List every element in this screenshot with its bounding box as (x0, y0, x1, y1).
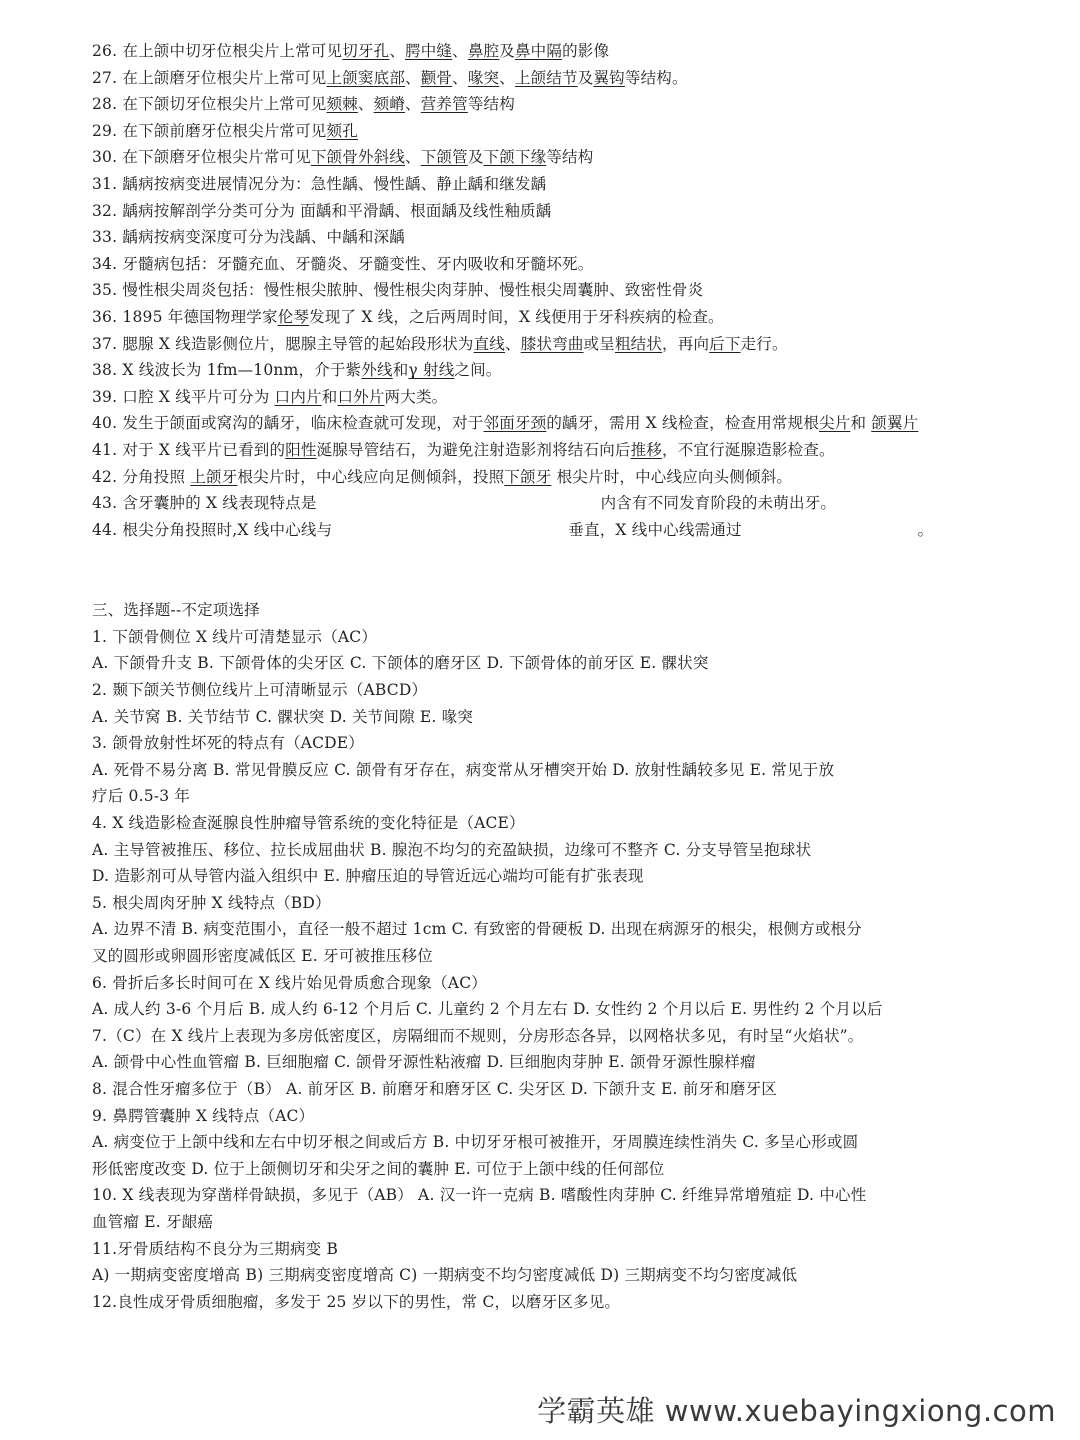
choice-line: A. 主导管被推压、移位、拉长成屈曲状 B. 腺泡不均匀的充盈缺损，边缘可不整齐 C. 分支导管呈抱球状 (92, 840, 812, 859)
question-text: 龋病按病变进展情况分为：急性龋、慢性龋、静止龋和继发龋 (122, 174, 547, 193)
choice-line: 9. 鼻腭管囊肿 X 线特点（AC） (92, 1106, 315, 1125)
question-text: 涎腺导管结石，为避免注射造影剂将结石向后 (316, 440, 631, 459)
question-text: 的龋牙，需用 X 线检查，检查用常规根 (546, 414, 820, 433)
question-text: 或呈 (583, 334, 615, 353)
document-page (92, 38, 997, 1315)
question-number: 39. (92, 387, 118, 406)
question-text: 口腔 X 线平片可分为 (122, 387, 275, 406)
question-text: ，再向 (662, 334, 710, 353)
answer-text: 喙突 (467, 68, 500, 87)
answer-text: 口外片 (337, 387, 385, 406)
question-number: 30. (92, 148, 118, 167)
question-text: 、 (499, 68, 515, 87)
question-number: 42. (92, 467, 118, 486)
question-number: 34. (92, 254, 118, 273)
question-number: 26. (92, 42, 118, 60)
answer-text: 颏孔 (326, 121, 358, 140)
question-text: 的影像 (562, 42, 610, 60)
answer-text: 外线 (361, 361, 393, 380)
answer-text: 颏嵴 (373, 95, 406, 114)
answer-text: 颧骨 (420, 68, 453, 87)
question-text: 、 (357, 95, 374, 114)
question-text: 在下颌切牙位根尖片上常可见 (122, 95, 327, 114)
question-number: 38. (92, 361, 118, 380)
question-text: 1895 年德国物理学家 (122, 307, 278, 326)
question-text: 等结构。 (624, 68, 688, 87)
choice-line: 10. X 线表现为穿凿样骨缺损，多见于（AB） A. 汉一许一克病 B. 嗜酸性肉芽肿 C. 纤维异常增殖症 D. 中心性 (92, 1186, 867, 1205)
question-text: 、 (505, 334, 521, 353)
question-number: 31. (92, 174, 118, 193)
answer-text: 鼻腔 (467, 42, 500, 60)
question-text: 及 (499, 42, 515, 60)
answer-text: 颌翼片 (871, 414, 919, 433)
answer-text: 上颌结节 (514, 68, 578, 87)
answer-text: 下颌管 (420, 148, 468, 167)
choice-line: 2. 颞下颌关节侧位线片上可清晰显示（ABCD） (92, 681, 428, 700)
choice-line: 12.良性成牙骨质细胞瘤，多发于 25 岁以下的男性，常 C，以磨牙区多见。 (92, 1292, 621, 1311)
question-number: 27. (92, 68, 118, 87)
question-text: 等结构 (467, 95, 515, 114)
fill-question (92, 251, 997, 278)
question-text: 、 (389, 42, 406, 60)
section-title: 三、选择题--不定项选择 (92, 601, 260, 620)
question-number: 44. (92, 520, 118, 539)
fill-question (92, 118, 997, 145)
question-text: 根尖片时，中心线应向头侧倾斜。 (551, 467, 793, 486)
fill-question (92, 171, 997, 198)
answer-text: 上颌牙 (190, 467, 238, 486)
choice-line: A. 下颌骨升支 B. 下颌骨体的尖牙区 C. 下颌体的磨牙区 D. 下颌骨体的前牙区 E. 髁状突 (92, 654, 709, 673)
fill-question (92, 331, 997, 358)
question-text: 龋病按病变深度可分为浅龋、中龋和深龋 (122, 228, 406, 247)
fill-question (92, 384, 997, 411)
fill-question (92, 357, 997, 384)
question-number: 29. (92, 121, 118, 140)
answer-text: 伦琴 (277, 307, 310, 326)
question-text: ，不宜行涎腺造影检查。 (662, 440, 835, 459)
question-text: 根尖片时，中心线应向足侧倾斜，投照 (237, 467, 505, 486)
choice-line: A. 关节窝 B. 关节结节 C. 髁状突 D. 关节间隙 E. 喙突 (92, 707, 474, 726)
choice-line: 5. 根尖周肉牙肿 X 线特点（BD） (92, 893, 331, 912)
question-text: 垂直，X 线中心线需通过 (568, 520, 742, 539)
question-text: 在上颌磨牙位根尖片上常可见 (122, 68, 327, 87)
answer-text: 切牙孔 (342, 42, 390, 60)
fill-question (92, 144, 997, 171)
question-text: 龋病按解剖学分类可分为 面龋和平滑龋、根面龋及线性釉质龋 (122, 201, 552, 220)
question-text: 在下颌前磨牙位根尖片常可见 (122, 121, 327, 140)
question-text: 和 (321, 387, 338, 406)
choice-line: A. 病变位于上颌中线和左右中切牙根之间或后方 B. 中切牙牙根可被推开，牙周膜连续性消失 C. 多呈心形或圆 (92, 1133, 859, 1152)
question-text: 之间。 (454, 361, 502, 380)
fill-question (92, 464, 997, 491)
answer-text: 下颌牙 (504, 467, 552, 486)
answer-text: 腭中缝 (405, 42, 453, 60)
answer-text: 颏棘 (326, 95, 358, 114)
question-text: 在上颌中切牙位根尖片上常可见 (122, 42, 343, 60)
section-spacer (92, 543, 997, 597)
question-text: 。 (917, 520, 934, 539)
choice-line: 叉的圆形或卵圆形密度减低区 E. 牙可被推压移位 (92, 947, 433, 965)
question-text: 根尖分角投照时,X 线中心线与 (122, 520, 333, 539)
answer-text: 后下 (709, 334, 741, 353)
choice-line: 8. 混合性牙瘤多位于（B） A. 前牙区 B. 前磨牙和磨牙区 C. 尖牙区 D. 下颌升支 E. 前牙和磨牙区 (92, 1079, 777, 1098)
watermark-footer: 学霸英雄 www.xuebayingxiong.com (537, 1394, 1056, 1428)
choice-line: A. 死骨不易分离 B. 常见骨膜反应 C. 颌骨有牙存在，病变常从牙槽突开始 D. 放射性龋较多见 E. 常见于放 (92, 760, 835, 779)
fill-in-blank-section (92, 38, 997, 543)
answer-text: 翼钩 (593, 68, 625, 87)
question-text: 及 (577, 68, 594, 87)
question-text: 内含有不同发育阶段的未萌出牙。 (600, 494, 837, 513)
choice-line: D. 造影剂可从导管内溢入组织中 E. 肿瘤压迫的导管近远心端均可能有扩张表现 (92, 867, 644, 886)
answer-text: 直线 (473, 334, 506, 353)
fill-question (92, 517, 997, 544)
question-text: 、 (405, 95, 421, 114)
answer-text: 下颌下缘 (483, 148, 547, 167)
fill-question (92, 490, 997, 517)
question-text: 发生于颌面或窝沟的龋牙，临床检查就可发现，对于 (122, 414, 484, 433)
answer-text: 口内片 (274, 387, 322, 406)
fill-question (92, 410, 997, 437)
question-number: 35. (92, 281, 118, 300)
choice-line: 6. 骨折后多长时间可在 X 线片始见骨质愈合现象（AC） (92, 973, 487, 992)
question-text: 牙髓病包括：牙髓充血、牙髓炎、牙髓变性、牙内吸收和牙髓坏死。 (122, 254, 594, 273)
answer-text: 阳性 (285, 440, 317, 459)
choice-line: 疗后 0.5-3 年 (92, 787, 191, 806)
choice-line: 11.牙骨质结构不良分为三期病变 B (92, 1239, 339, 1258)
question-number: 41. (92, 440, 118, 459)
question-text: X 线波长为 1fm—10nm，介于紫 (122, 361, 362, 380)
answer-text: 营养管 (420, 95, 468, 114)
question-text: 含牙囊肿的 X 线表现特点是 (122, 494, 317, 513)
fill-question (92, 277, 997, 304)
question-text: 对于 X 线平片已看到的 (122, 440, 286, 459)
question-text: 腮腺 X 线造影侧位片，腮腺主导管的起始段形状为 (122, 334, 474, 353)
question-text: 、 (452, 68, 468, 87)
choice-line: A. 成人约 3-6 个月后 B. 成人约 6-12 个月后 C. 儿童约 2 个月左右 D. 女性约 2 个月以后 E. 男性约 2 个月以后 (92, 1000, 883, 1019)
answer-text: 上颌窦底部 (326, 68, 406, 87)
answer-text: 膝状弯曲 (520, 334, 584, 353)
question-number: 40. (92, 414, 118, 433)
question-number: 33. (92, 228, 118, 247)
question-number: 36. (92, 307, 118, 326)
choice-line: 1. 下颌骨侧位 X 线片可清楚显示（AC） (92, 627, 378, 646)
choice-line: 7.（C）在 X 线片上表现为多房低密度区，房隔细而不规则，分房形态各异，以网格状多见，有时呈“火焰状”。 (92, 1026, 864, 1045)
question-text: 和 (392, 361, 409, 380)
question-text: 在下颌磨牙位根尖片常可见 (122, 148, 311, 167)
choice-line: A. 边界不清 B. 病变范围小，直径一般不超过 1cm C. 有致密的骨硬板 D. 出现在病源牙的根尖，根侧方或根分 (92, 920, 862, 939)
choice-line: 血管瘤 E. 牙龈癌 (92, 1212, 214, 1231)
question-text: 等结构 (546, 148, 594, 167)
fill-question (92, 198, 997, 225)
answer-text: 邻面牙颈 (483, 414, 547, 433)
choice-line: A. 颌骨中心性血管瘤 B. 巨细胞瘤 C. 颌骨牙源性粘液瘤 D. 巨细胞肉芽肿 E. 颌骨牙源性腺样瘤 (92, 1053, 756, 1072)
multiple-choice-section (92, 624, 997, 1315)
question-text: 、 (405, 148, 421, 167)
question-text: 分角投照 (122, 467, 191, 486)
choice-line: 4. X 线造影检查涎腺良性肿瘤导管系统的变化特征是（ACE） (92, 814, 525, 833)
question-text: 及 (467, 148, 484, 167)
fill-question (92, 38, 997, 65)
fill-question (92, 65, 997, 92)
fill-question (92, 304, 997, 331)
fill-question (92, 437, 997, 464)
question-text: 慢性根尖周炎包括：慢性根尖脓肿、慢性根尖肉芽肿、慢性根尖周囊肿、致密性骨炎 (122, 281, 704, 300)
choice-line: 形低密度改变 D. 位于上颌侧切牙和尖牙之间的囊肿 E. 可位于上颌中线的任何部位 (92, 1159, 665, 1178)
answer-text: γ 射线 (408, 361, 455, 380)
answer-text: 推移 (630, 440, 663, 459)
fill-question (92, 224, 997, 251)
choice-line: 3. 颌骨放射性坏死的特点有（ACDE） (92, 734, 365, 753)
question-number: 43. (92, 494, 118, 513)
question-text: 发现了 X 线，之后两周时间，X 线便用于牙科疾病的检查。 (309, 307, 724, 326)
question-number: 32. (92, 201, 118, 220)
answer-text: 尖片 (819, 414, 851, 433)
question-text: 、 (405, 68, 421, 87)
question-number: 28. (92, 95, 118, 114)
question-text: 两大类。 (384, 387, 448, 406)
question-text: 走行。 (740, 334, 788, 353)
question-text: 、 (452, 42, 468, 60)
choice-line: A) 一期病变密度增高 B) 三期病变密度增高 C) 一期病变不均匀密度减低 D) 三期病变不均匀密度减低 (92, 1266, 798, 1285)
question-text: 和 (850, 414, 872, 433)
question-number: 37. (92, 334, 118, 353)
answer-text: 下颌骨外斜线 (310, 148, 406, 167)
answer-text: 鼻中隔 (514, 42, 563, 60)
fill-question (92, 91, 997, 118)
answer-text: 粗结状 (614, 334, 663, 353)
